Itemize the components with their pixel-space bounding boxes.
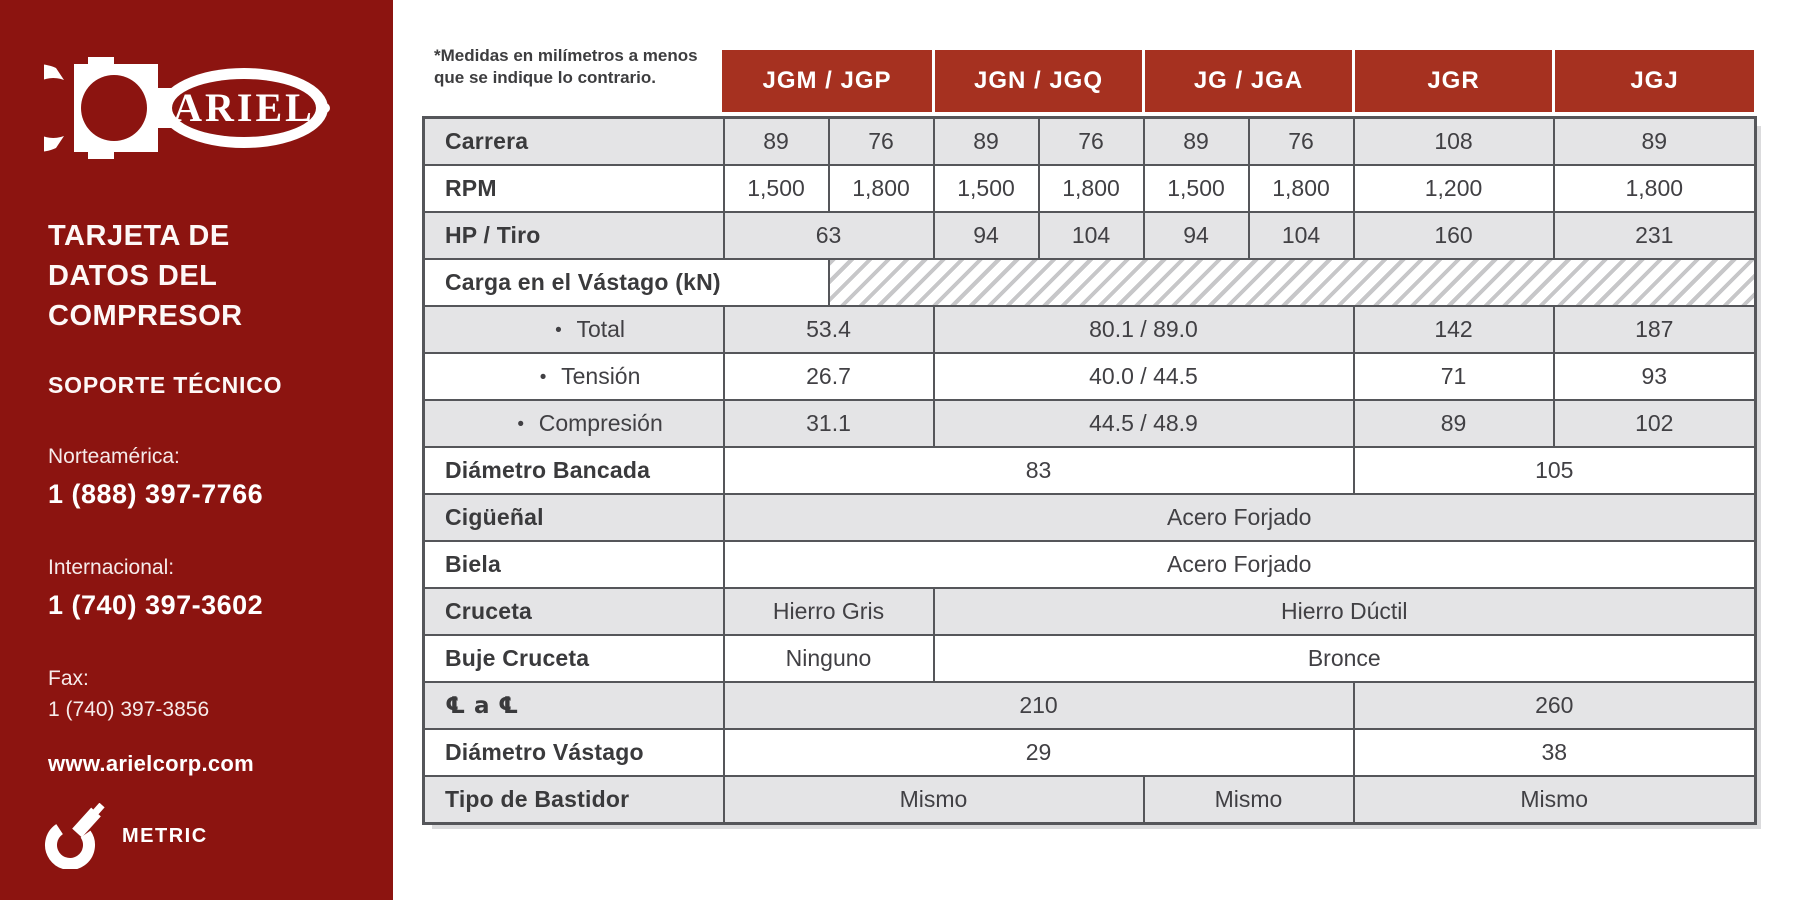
table-cell: 89	[934, 118, 1039, 166]
fax-block	[48, 663, 393, 725]
table-header-row	[422, 46, 1754, 112]
row-label: Biela	[424, 541, 724, 588]
table-cell: 260	[1354, 682, 1756, 729]
table-cell: 231	[1554, 212, 1756, 259]
table-cell: 38	[1354, 729, 1756, 776]
table-cell: 102	[1554, 400, 1756, 447]
table-cell: Mismo	[1354, 776, 1756, 824]
table-cell: 89	[1354, 400, 1554, 447]
sidebar	[0, 0, 393, 900]
table-cell: 142	[1354, 306, 1554, 353]
table-cell: 1,500	[1144, 165, 1249, 212]
column-header-jgn-jgq: JGN / JGQ	[932, 50, 1142, 112]
table-cell: 94	[1144, 212, 1249, 259]
bullet-icon: •	[555, 320, 562, 341]
spec-table	[422, 46, 1754, 825]
phone-intl-label: Internacional:	[48, 556, 175, 579]
table-cell: Hierro Dúctil	[934, 588, 1756, 635]
table-cell: 83	[724, 447, 1354, 494]
metric-label: METRIC	[122, 824, 208, 847]
logo-wordmark: ARIEL	[173, 85, 315, 130]
table-cell: Mismo	[1144, 776, 1354, 824]
row-label: • Compresión	[424, 400, 724, 447]
row-label: Cigüeñal	[424, 494, 724, 541]
table-cell: 53.4	[724, 306, 934, 353]
fax-number: 1 (740) 397-3856	[48, 698, 210, 721]
table-cell: 80.1 / 89.0	[934, 306, 1354, 353]
table-cell: 76	[1039, 118, 1144, 166]
row-label: ℄ a ℄	[424, 682, 724, 729]
phone-na-label: Norteamérica:	[48, 445, 180, 468]
table-cell: 160	[1354, 212, 1554, 259]
table-cell: 1,800	[1249, 165, 1354, 212]
phone-intl-number: 1 (740) 397-3602	[48, 590, 264, 620]
row-carga-tension	[424, 353, 1756, 400]
row-buje-cruceta	[424, 635, 1756, 682]
column-header-jgr: JGR	[1352, 50, 1552, 112]
metric-badge	[44, 803, 393, 869]
table-cell: 1,500	[724, 165, 829, 212]
ariel-logo	[44, 50, 330, 166]
row-label: RPM	[424, 165, 724, 212]
table-cell: 44.5 / 48.9	[934, 400, 1354, 447]
row-label: Diámetro Vástago	[424, 729, 724, 776]
table-cell: Ninguno	[724, 635, 934, 682]
table-cell: 1,800	[829, 165, 934, 212]
bullet-icon: •	[539, 367, 547, 388]
website-link[interactable]: www.arielcorp.com	[48, 751, 255, 776]
table-cell: 40.0 / 44.5	[934, 353, 1354, 400]
table-cell: Bronce	[934, 635, 1756, 682]
table-cell: 89	[1554, 118, 1756, 166]
row-centerline	[424, 682, 1756, 729]
column-header-jgm-jgp: JGM / JGP	[722, 50, 932, 112]
row-label: • Total	[424, 306, 724, 353]
fax-label: Fax:	[48, 667, 89, 690]
support-heading: SOPORTE TÉCNICO	[48, 372, 283, 398]
row-carrera	[424, 118, 1756, 166]
table-cell: 1,500	[934, 165, 1039, 212]
table-cell: 29	[724, 729, 1354, 776]
table-cell: 93	[1554, 353, 1756, 400]
table-cell: 31.1	[724, 400, 934, 447]
row-diametro-bancada	[424, 447, 1756, 494]
table-cell: 76	[829, 118, 934, 166]
table-cell: 187	[1554, 306, 1756, 353]
table-cell: 89	[724, 118, 829, 166]
row-tipo-bastidor	[424, 776, 1756, 824]
row-label: Cruceta	[424, 588, 724, 635]
column-header-jgj: JGJ	[1552, 50, 1754, 112]
table-cell: 76	[1249, 118, 1354, 166]
units-note: *Medidas en milímetros a menos que se indique lo contrario.	[434, 46, 698, 87]
table-cell: 104	[1249, 212, 1354, 259]
row-ciguenal	[424, 494, 1756, 541]
spec-data-table	[422, 116, 1757, 825]
row-label: Carrera	[424, 118, 724, 166]
bullet-icon: •	[517, 414, 525, 435]
table-cell: 105	[1354, 447, 1756, 494]
row-carga-total	[424, 306, 1756, 353]
table-cell: Mismo	[724, 776, 1144, 824]
phone-na-number: 1 (888) 397-7766	[48, 479, 264, 509]
row-label: Carga en el Vástago (kN)	[424, 259, 829, 306]
row-label: Tipo de Bastidor	[424, 776, 724, 824]
column-header-jg-jga: JG / JGA	[1142, 50, 1352, 112]
table-cell: 26.7	[724, 353, 934, 400]
table-cell: 71	[1354, 353, 1554, 400]
table-cell: 1,200	[1354, 165, 1554, 212]
table-cell: 210	[724, 682, 1354, 729]
table-cell: 1,800	[1554, 165, 1756, 212]
table-cell: Hierro Gris	[724, 588, 934, 635]
table-cell: Acero Forjado	[724, 494, 1756, 541]
table-cell: 63	[724, 212, 934, 259]
table-cell: 104	[1039, 212, 1144, 259]
row-label: HP / Tiro	[424, 212, 724, 259]
table-cell: 108	[1354, 118, 1554, 166]
row-diametro-vastago	[424, 729, 1756, 776]
row-label: Buje Cruceta	[424, 635, 724, 682]
logo-left-ring	[44, 64, 64, 152]
table-cell: 1,800	[1039, 165, 1144, 212]
row-cruceta	[424, 588, 1756, 635]
row-carga-compresion	[424, 400, 1756, 447]
row-label: Diámetro Bancada	[424, 447, 724, 494]
table-cell: 89	[1144, 118, 1249, 166]
row-rpm	[424, 165, 1756, 212]
row-biela	[424, 541, 1756, 588]
micrometer-icon	[44, 803, 106, 869]
row-hp-tiro	[424, 212, 1756, 259]
row-carga-vastago	[424, 259, 1756, 306]
row-label: • Tensión	[424, 353, 724, 400]
page-title: TARJETA DE DATOS DEL COMPRESOR	[48, 220, 243, 332]
table-cell: 94	[934, 212, 1039, 259]
table-cell: Acero Forjado	[724, 541, 1756, 588]
hatched-cell	[829, 259, 1756, 306]
